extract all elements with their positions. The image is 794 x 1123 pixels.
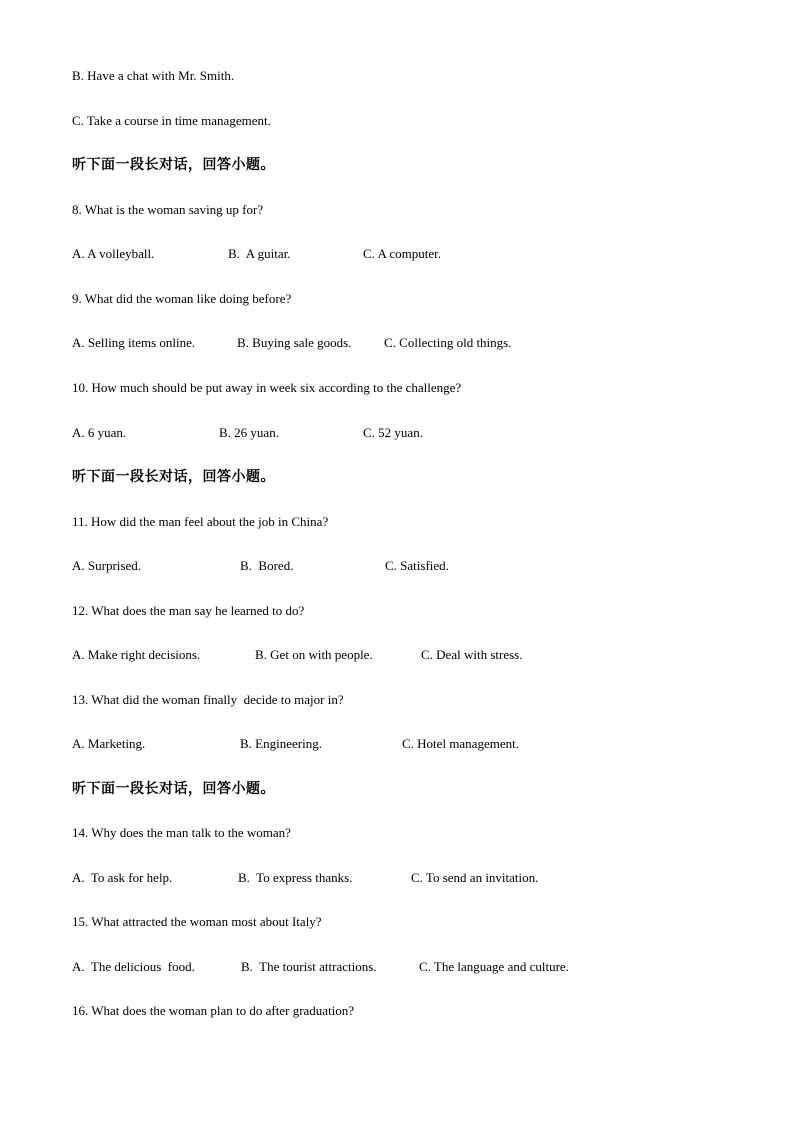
q15-option-a: A. The delicious food. bbox=[72, 959, 195, 974]
q14-option-b: B. To express thanks. bbox=[238, 870, 353, 885]
q9-option-a: A. Selling items online. bbox=[72, 335, 196, 350]
q10-option-a: A. 6 yuan. bbox=[72, 425, 127, 440]
q14-option-c: C. To send an invitation. bbox=[411, 870, 539, 885]
q11-option-b: B. Bored. bbox=[240, 558, 294, 573]
section-heading: 听下面一段长对话，回答小题。 bbox=[72, 781, 275, 797]
option-b: B. Have a chat with Mr. Smith. bbox=[72, 68, 235, 83]
section-heading: 听下面一段长对话，回答小题。 bbox=[72, 469, 275, 485]
q8-option-b: B. A guitar. bbox=[228, 246, 291, 261]
q12-option-a: A. Make right decisions. bbox=[72, 647, 201, 662]
q11-option-c: C. Satisfied. bbox=[385, 558, 449, 573]
question-8: 8. What is the woman saving up for? bbox=[72, 202, 264, 217]
question-11: 11. How did the man feel about the job in China? bbox=[72, 514, 329, 529]
q12-option-c: C. Deal with stress. bbox=[421, 647, 523, 662]
q12-option-b: B. Get on with people. bbox=[255, 647, 373, 662]
q10-option-b: B. 26 yuan. bbox=[219, 425, 279, 440]
q14-option-a: A. To ask for help. bbox=[72, 870, 173, 885]
option-c: C. Take a course in time management. bbox=[72, 113, 271, 128]
question-15: 15. What attracted the woman most about Italy? bbox=[72, 914, 322, 929]
q11-option-a: A. Surprised. bbox=[72, 558, 141, 573]
question-13: 13. What did the woman finally decide to major in? bbox=[72, 692, 344, 707]
question-14: 14. Why does the man talk to the woman? bbox=[72, 825, 291, 840]
q8-option-c: C. A computer. bbox=[363, 246, 441, 261]
question-12: 12. What does the man say he learned to do? bbox=[72, 603, 305, 618]
q10-option-c: C. 52 yuan. bbox=[363, 425, 423, 440]
question-9: 9. What did the woman like doing before? bbox=[72, 291, 292, 306]
q13-option-a: A. Marketing. bbox=[72, 736, 146, 751]
question-10: 10. How much should be put away in week six according to the challenge? bbox=[72, 380, 462, 395]
q13-option-b: B. Engineering. bbox=[240, 736, 322, 751]
q15-option-b: B. The tourist attractions. bbox=[241, 959, 377, 974]
q8-option-a: A. A volleyball. bbox=[72, 246, 155, 261]
q15-option-c: C. The language and culture. bbox=[419, 959, 569, 974]
q9-option-c: C. Collecting old things. bbox=[384, 335, 512, 350]
question-16: 16. What does the woman plan to do after graduation? bbox=[72, 1003, 355, 1018]
q13-option-c: C. Hotel management. bbox=[402, 736, 519, 751]
section-heading: 听下面一段长对话，回答小题。 bbox=[72, 157, 275, 173]
q9-option-b: B. Buying sale goods. bbox=[237, 335, 352, 350]
